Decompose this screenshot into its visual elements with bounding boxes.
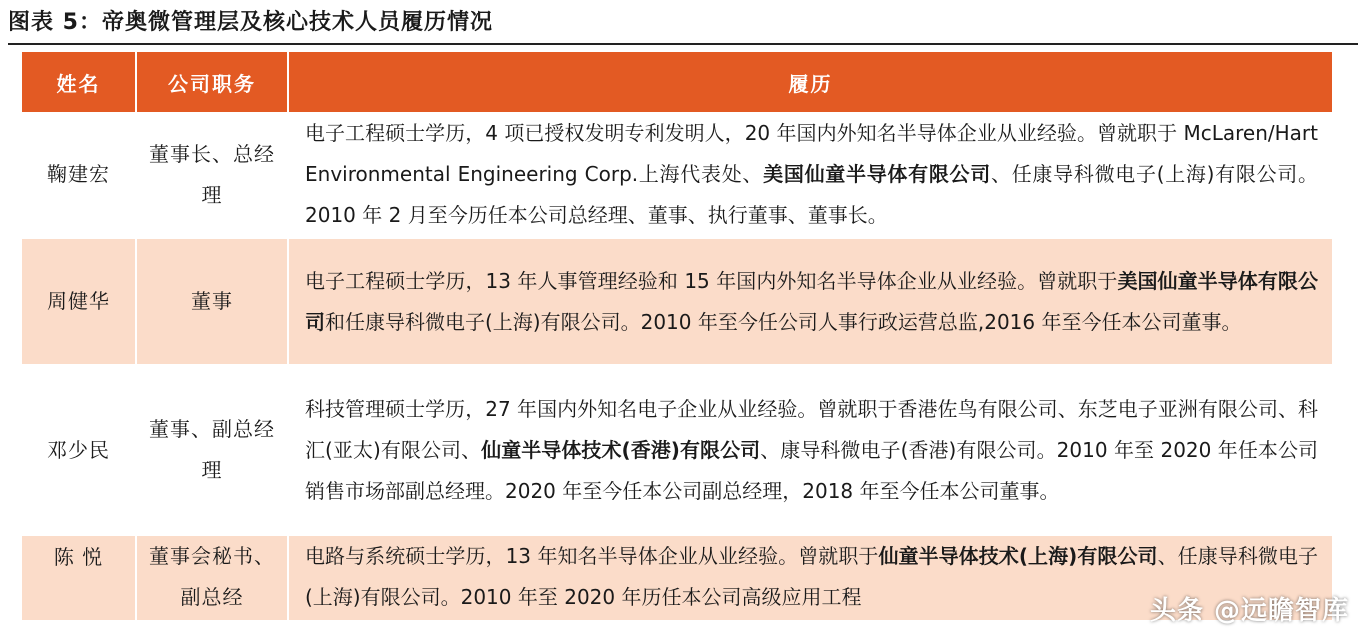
table-row [22, 365, 1332, 535]
person-position: 董事、副总经理 [136, 365, 288, 535]
header-history: 履历 [288, 52, 1332, 112]
person-name: 周健华 [22, 238, 136, 365]
person-name: 鞠建宏 [22, 112, 136, 238]
figure-title: 图表 5：帝奥微管理层及核心技术人员履历情况 [8, 10, 493, 35]
person-history: 电子工程硕士学历，13 年人事管理经验和 15 年国内外知名半导体企业从业经验。曾就职于美国仙童半导体有限公司和任康导科微电子(上海)有限公司。2010 年至今任公司人事行政运营总监,2016 年至今任本公司董事。 [288, 238, 1332, 365]
table-header-row [22, 52, 1332, 112]
person-history: 科技管理硕士学历，27 年国内外知名电子企业从业经验。曾就职于香港佐鸟有限公司、东芝电子亚洲有限公司、科汇(亚太)有限公司、仙童半导体技术(香港)有限公司、康导科微电子(香港)有限公司。2010 年至 2020 年任本公司销售市场部副总经理。2020 年至今任本公司副总经理，2018 年至今任本公司董事。 [288, 365, 1332, 535]
header-name: 姓名 [22, 52, 136, 112]
person-position: 董事会秘书、副总经 [136, 535, 288, 621]
table-row [22, 535, 1332, 621]
table-row [22, 238, 1332, 365]
watermark: 头条 @远瞻智库 [1149, 596, 1349, 626]
person-name: 陈 悦 [22, 535, 136, 621]
management-table [22, 52, 1332, 622]
header-position: 公司职务 [136, 52, 288, 112]
person-history: 电路与系统硕士学历，13 年知名半导体企业从业经验。曾就职于仙童半导体技术(上海)有限公司、任康导科微电子(上海)有限公司。2010 年至 2020 年历任本公司高级应用工程 [288, 535, 1332, 621]
table-row [22, 112, 1332, 238]
person-history: 电子工程硕士学历，4 项已授权发明专利发明人，20 年国内外知名半导体企业从业经验。曾就职于 McLaren/Hart Environmental Engineering Corp.上海代表处、美国仙童半导体有限公司、任康导科微电子(上海)有限公司。2010 年 2 月至今历任本公司总经理、董事、执行董事、董事长。 [288, 112, 1332, 238]
title-divider [8, 43, 1358, 45]
person-position: 董事长、总经理 [136, 112, 288, 238]
person-position: 董事 [136, 238, 288, 365]
person-name: 邓少民 [22, 365, 136, 535]
